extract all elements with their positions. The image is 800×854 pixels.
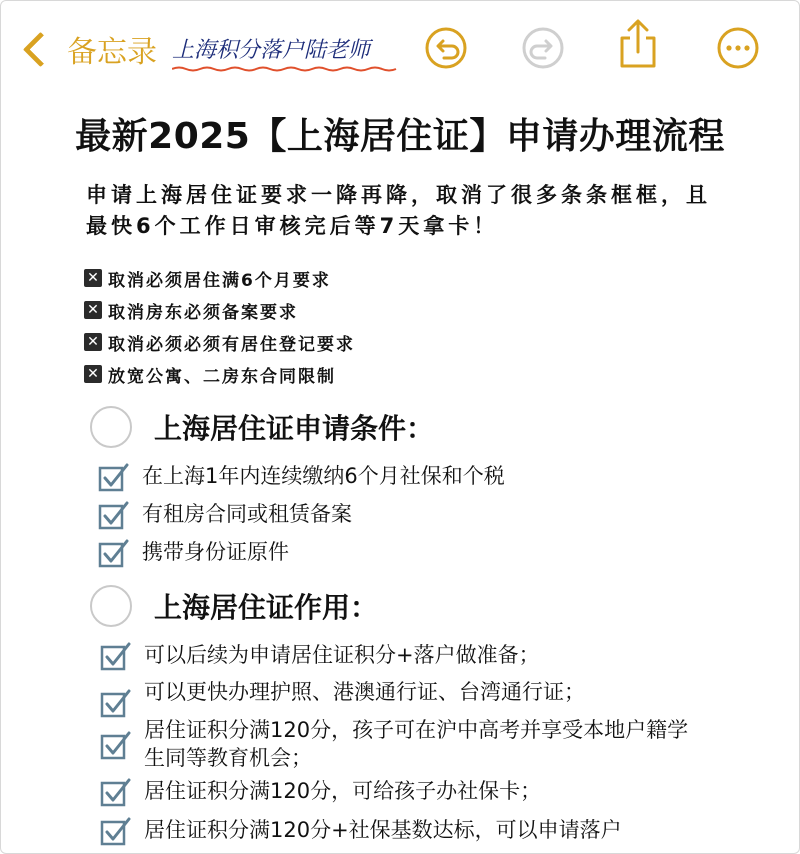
checklist-circle[interactable] <box>90 585 132 627</box>
checkbox-checked-icon[interactable] <box>98 538 130 568</box>
share-icon[interactable] <box>616 18 660 70</box>
cross-mark-icon: ✕ <box>84 269 102 287</box>
section-title: 上海居住证作用： <box>154 591 379 624</box>
checkbox-checked-icon[interactable] <box>100 816 132 846</box>
checkbox-checked-icon[interactable] <box>100 730 132 760</box>
checklist-item-text: 可以后续为申请居住证积分+落户做准备； <box>144 643 540 667</box>
cancelled-requirements-list <box>84 262 355 390</box>
checklist-item <box>98 500 352 530</box>
checkbox-checked-icon[interactable] <box>98 462 130 492</box>
checkbox-checked-icon[interactable] <box>100 641 132 671</box>
chevron-left-icon <box>23 31 58 66</box>
checklist-circle[interactable] <box>90 406 132 448</box>
back-button[interactable] <box>20 26 157 72</box>
checkbox-checked-icon[interactable] <box>98 500 130 530</box>
cross-mark-icon: ✕ <box>84 301 102 319</box>
cross-mark-icon: ✕ <box>84 365 102 383</box>
note-name: 上海积分落户陆老师 <box>172 38 371 63</box>
checklist-item-text: 可以更快办理护照、港澳通行证、台湾通行证； <box>144 680 585 704</box>
checklist-item <box>100 716 700 772</box>
list-item <box>84 326 355 358</box>
list-item-text: 取消必须居住满6个月要求 <box>108 270 331 291</box>
checklist-item-text: 携带身份证原件 <box>142 540 289 564</box>
checkbox-checked-icon[interactable] <box>100 777 132 807</box>
checklist-item-text: 在上海1年内连续缴纳6个月社保和个税 <box>142 464 505 488</box>
cross-mark-icon: ✕ <box>84 333 102 351</box>
checklist-item-text: 居住证积分满120分，可给孩子办社保卡； <box>144 779 542 803</box>
wavy-underline-decoration <box>172 66 398 72</box>
checklist-item <box>100 678 585 718</box>
checklist-item <box>98 538 289 568</box>
note-title: 最新2025【上海居住证】申请办理流程 <box>75 116 725 157</box>
section-title: 上海居住证申请条件： <box>154 412 435 445</box>
list-item-text: 取消房东必须备案要求 <box>108 302 298 323</box>
list-item <box>84 262 355 294</box>
list-item-text: 放宽公寓、二房东合同限制 <box>108 366 336 387</box>
list-item <box>84 294 355 326</box>
checklist-item <box>98 462 505 492</box>
checklist-item <box>100 777 541 807</box>
checklist-item-text: 有租房合同或租赁备案 <box>142 502 352 526</box>
back-label: 备忘录 <box>67 35 157 70</box>
checklist-item-text: 居住证积分满120分+社保基数达标，可以申请落户 <box>144 818 622 842</box>
checklist-item-text: 居住证积分满120分，孩子可在沪中高考并享受本地户籍学生同等教育机会； <box>144 718 689 770</box>
checkbox-checked-icon[interactable] <box>100 688 132 718</box>
list-item <box>84 358 355 390</box>
section-benefits-header <box>90 585 378 627</box>
undo-icon[interactable] <box>424 26 468 70</box>
redo-icon[interactable] <box>521 26 565 70</box>
intro-paragraph: 申请上海居住证要求一降再降，取消了很多条条框框，且最快6个工作日审核完后等7天拿卡！ <box>86 183 711 238</box>
list-item-text: 取消必须必须有居住登记要求 <box>108 334 355 355</box>
checklist-item <box>100 816 622 846</box>
checklist-item <box>100 641 540 671</box>
toolbar <box>0 0 800 96</box>
more-icon[interactable] <box>716 26 760 70</box>
section-conditions-header <box>90 406 434 448</box>
